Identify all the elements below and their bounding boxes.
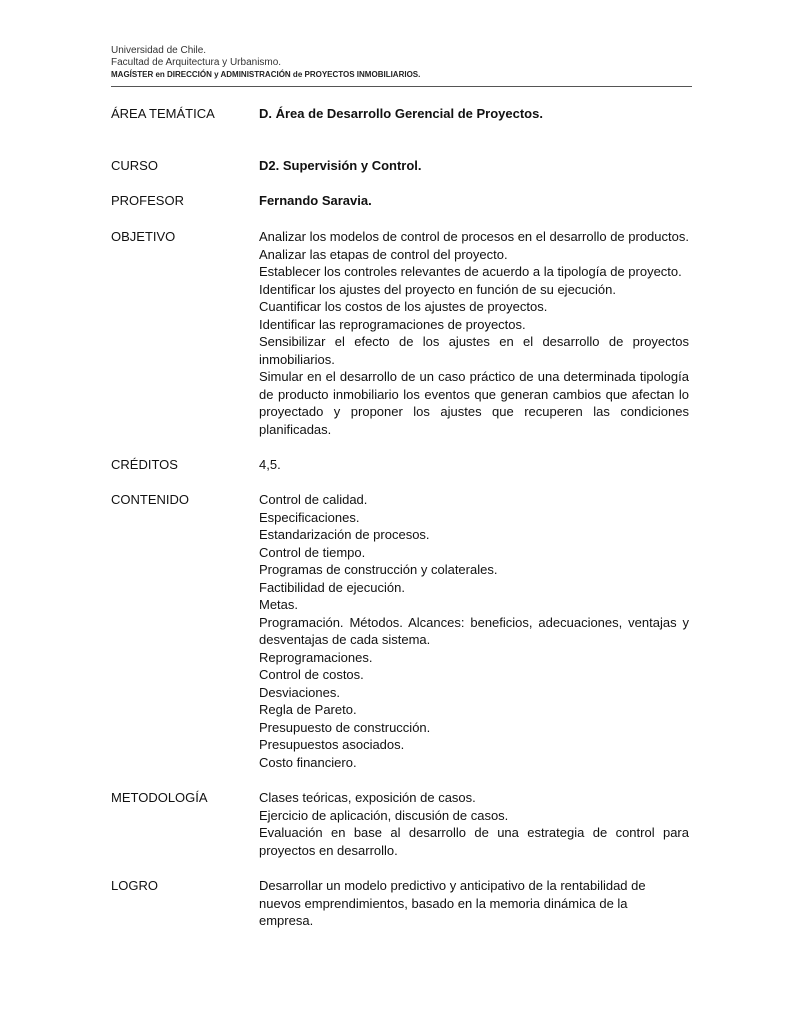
document-header [111,45,692,81]
area-value: D. Área de Desarrollo Gerencial de Proyectos. [259,106,543,121]
objetivo-line: inmobiliarios. [259,351,335,367]
objetivo-line: Analizar los modelos de control de procesos en el desarrollo de productos. [259,229,689,244]
objetivo-line: Sensibilizar el efecto de los ajustes en el desarrollo de proyectos [259,334,689,349]
objetivo-line: Analizar las etapas de control del proyecto. [259,246,508,262]
curso-value: D2. Supervisión y Control. [259,158,422,173]
profesor-label: PROFESOR [111,193,184,208]
metodologia-line: Evaluación en base al desarrollo de una estrategia de control para [259,825,689,840]
objetivo-label: OBJETIVO [111,229,176,244]
logro-label: LOGRO [111,878,158,893]
metodologia-text [259,789,689,859]
contenido-line: desventajas de cada sistema. [259,632,431,647]
logro-line: nuevos emprendimientos, basado en la memoria dinámica de la [259,895,628,911]
contenido-line: Estandarización de procesos. [259,527,430,542]
contenido-line: Presupuesto de construcción. [259,719,431,735]
logro-line: Desarrollar un modelo predictivo y anticipativo de la rentabilidad de [259,878,646,893]
contenido-line: Especificaciones. [259,509,360,525]
contenido-line: Regla de Pareto. [259,702,357,717]
objetivo-line: Cuantificar los costos de los ajustes de proyectos. [259,299,548,314]
contenido-line: Desviaciones. [259,684,340,700]
header-faculty: Facultad de Arquitectura y Urbanismo. [111,57,282,68]
header-divider [111,86,692,87]
contenido-line: Programación. Métodos. Alcances: beneficios, adecuaciones, ventajas y [259,614,689,630]
creditos-label: CRÉDITOS [111,457,178,472]
contenido-line: Factibilidad de ejecución. [259,579,405,595]
contenido-line: Reprogramaciones. [259,649,373,665]
logro-line: empresa. [259,913,314,928]
objetivo-line: planificadas. [259,421,332,437]
contenido-line: Costo financiero. [259,754,357,770]
metodologia-line: Ejercicio de aplicación, discusión de casos. [259,807,509,823]
profesor-value: Fernando Saravia. [259,193,372,208]
curso-label: CURSO [111,158,158,173]
header-program: MAGÍSTER en DIRECCIÓN y ADMINISTRACIÓN de PROYECTOS INMOBILIARIOS. [111,70,421,79]
contenido-line: Control de costos. [259,667,364,682]
metodologia-line: Clases teóricas, exposición de casos. [259,790,476,805]
objetivo-text [259,228,689,438]
area-label: ÁREA TEMÁTICA [111,106,215,121]
contenido-line: Control de calidad. [259,492,368,507]
objetivo-line: Identificar las reprogramaciones de proyectos. [259,316,526,332]
contenido-text [259,491,689,771]
contenido-line: Metas. [259,597,299,612]
objetivo-line: Establecer los controles relevantes de acuerdo a la tipología de proyecto. [259,264,682,279]
contenido-line: Control de tiempo. [259,544,366,560]
header-university: Universidad de Chile. [111,45,207,56]
contenido-line: Programas de construcción y colaterales. [259,562,498,577]
objetivo-line: Identificar los ajustes del proyecto en función de su ejecución. [259,281,616,297]
metodologia-line: proyectos en desarrollo. [259,842,398,858]
creditos-value: 4,5. [259,457,281,472]
objetivo-line: Simular en el desarrollo de un caso práctico de una determinada tipología [259,369,689,384]
logro-text [259,877,689,930]
contenido-label: CONTENIDO [111,492,189,507]
objetivo-line: de producto inmobiliario los eventos que generan cambios que afectan lo [259,386,689,402]
contenido-line: Presupuestos asociados. [259,737,405,752]
objetivo-line: proyectado y proponer los ajustes que recuperen las condiciones [259,404,689,419]
metodologia-label: METODOLOGÍA [111,790,208,805]
